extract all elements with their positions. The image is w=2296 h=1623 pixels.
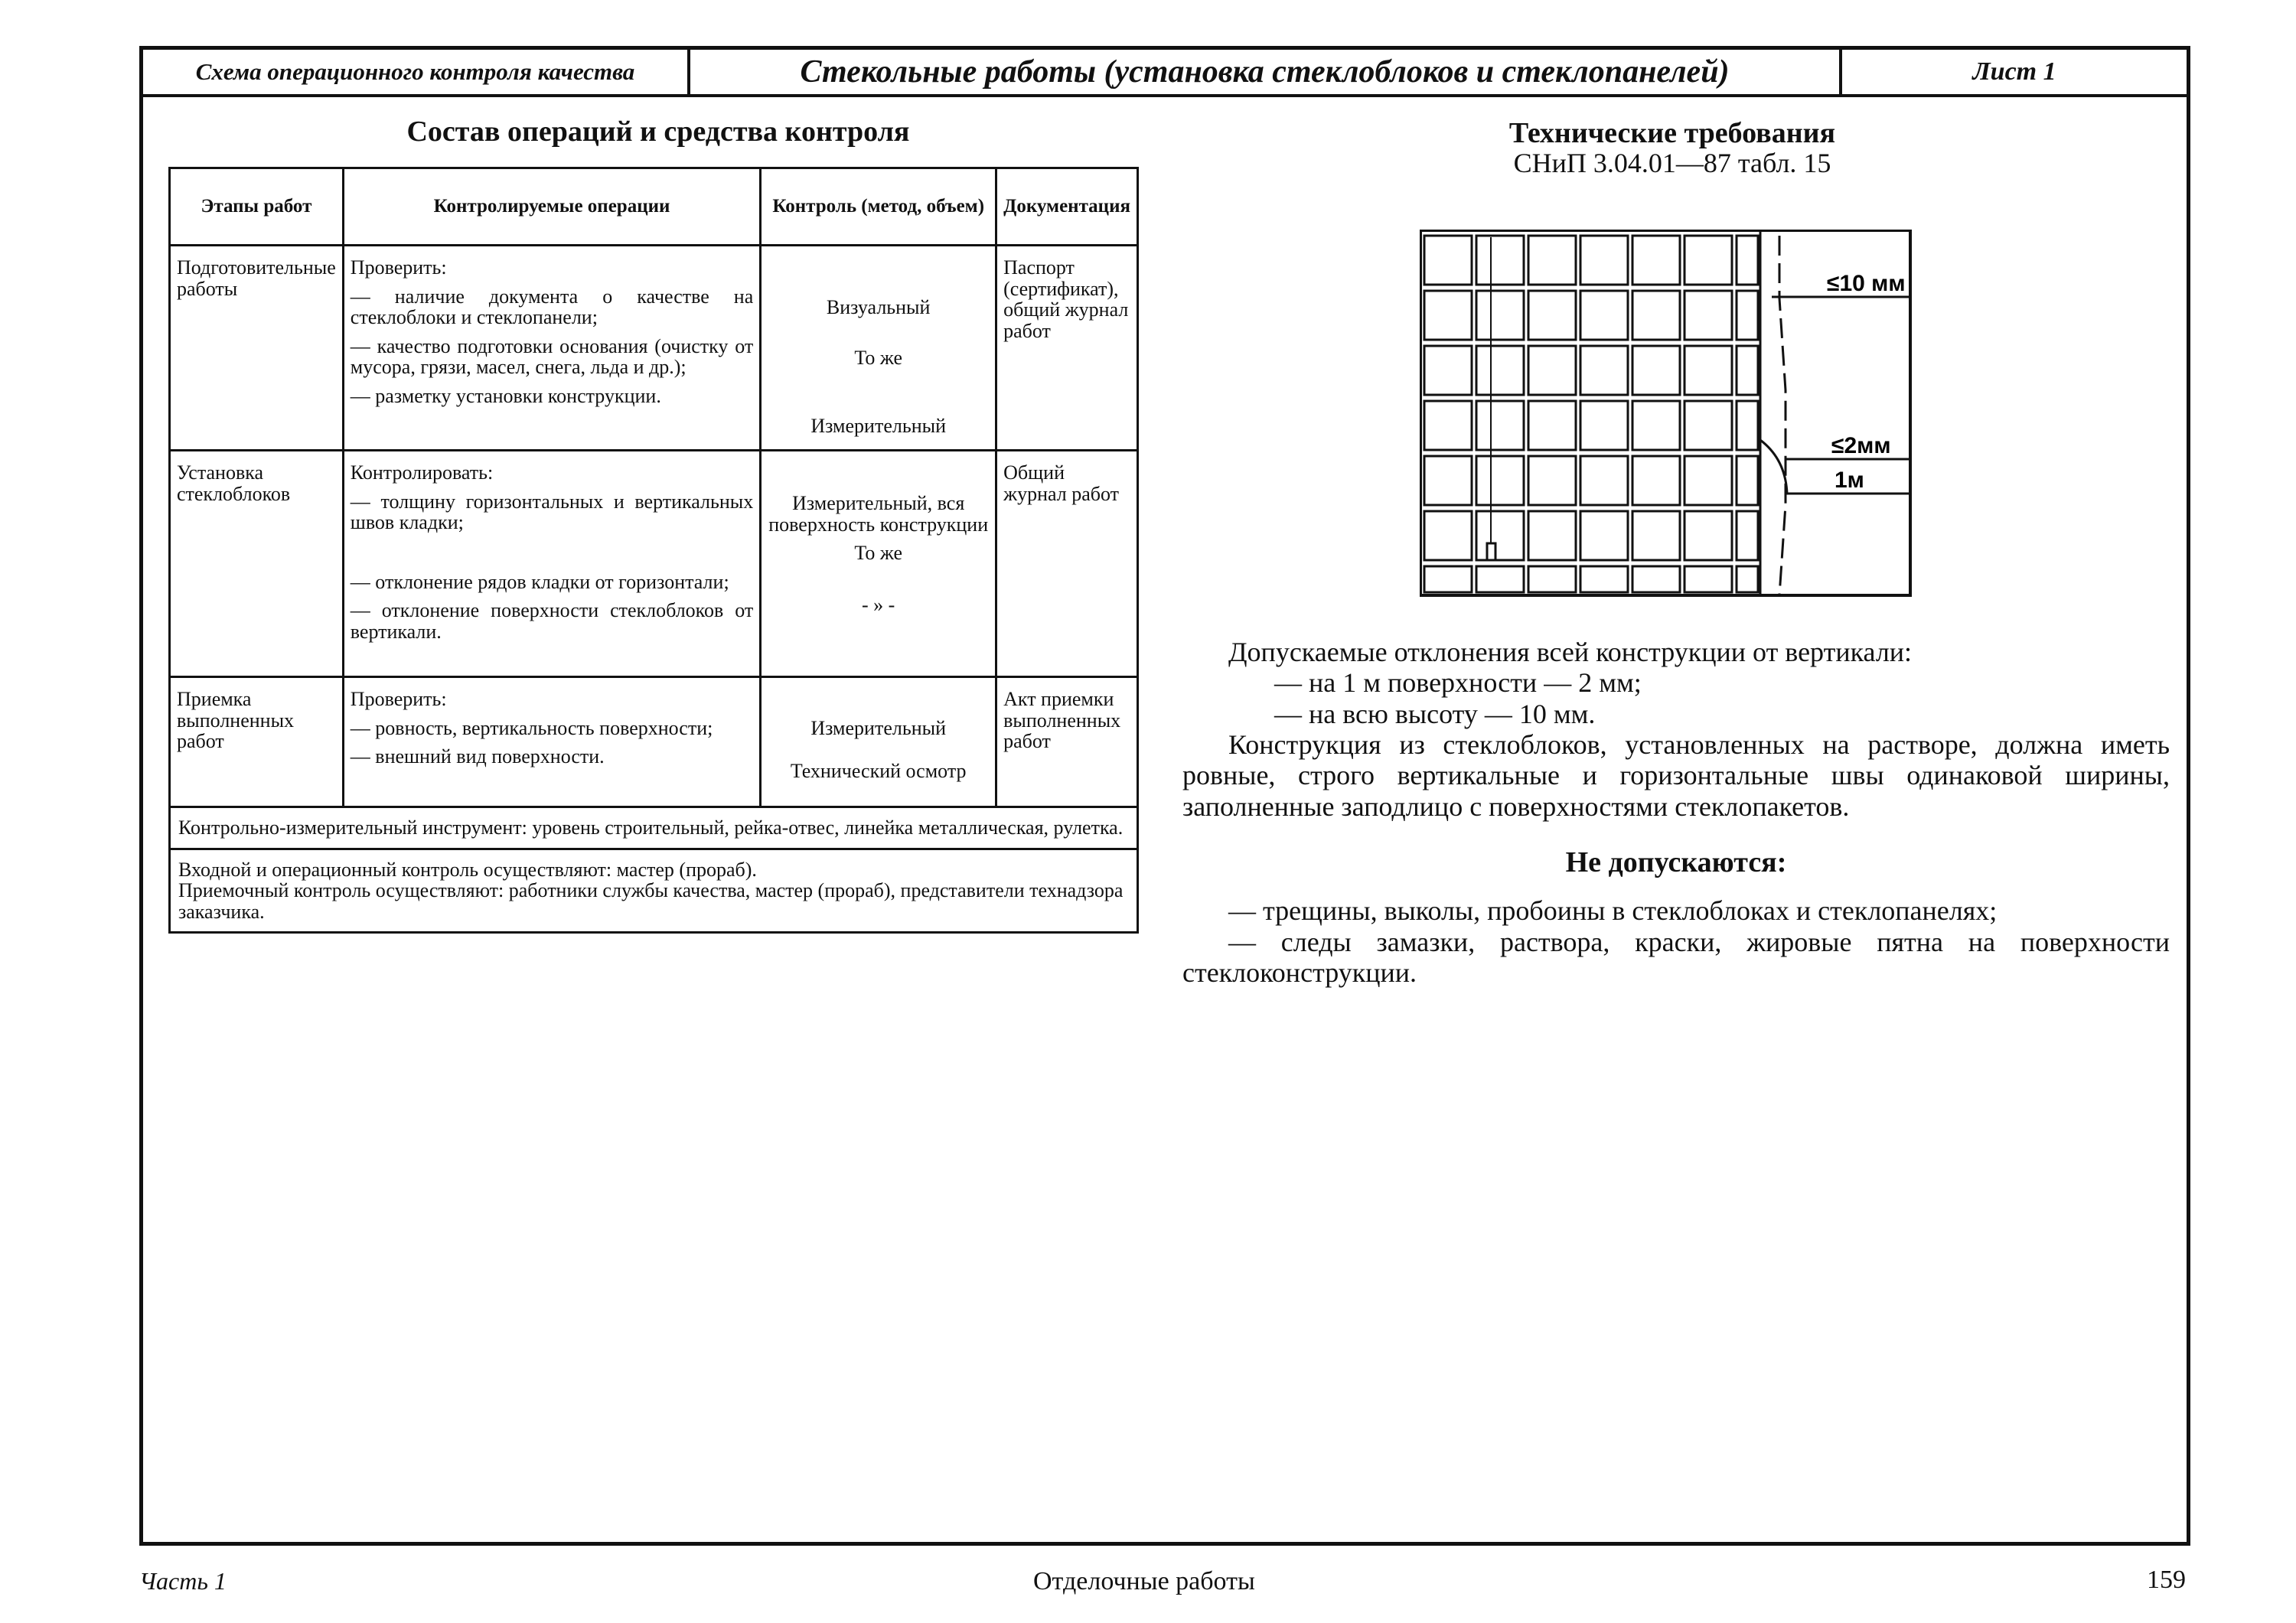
header-sheet-number: Лист 1 [1972,57,2056,86]
glass-block [1424,236,1472,285]
header-work-title: Стекольные работы (установка стеклоблоков и стеклопанелей) [690,50,1842,94]
glass-block-edge [1737,291,1758,340]
glass-block-edge [1737,346,1758,395]
operations-cell [343,246,760,451]
deviation-item: — на 1 м поверхности — 2 мм; [1274,667,1642,699]
glass-block [1632,456,1680,505]
glass-block-grid [1424,236,1758,592]
glass-block [1684,401,1732,450]
plumb-bob [1487,543,1495,560]
deviation-curve [1760,440,1787,494]
control-responsibility-cell [170,849,1138,933]
operation-item: — наличие документа о качестве на стеклоблоки и стеклопанели; [350,285,754,329]
glass-block [1632,291,1680,340]
glass-block [1632,236,1680,285]
glass-block [1476,346,1524,395]
glass-block [1580,511,1628,560]
operation-intro: Проверить: [350,688,447,710]
label-2mm: ≤2мм [1831,433,1891,458]
instrument-note: Контрольно-измерительный инструмент: уровень строительный, рейка-отвес, линейка металлическая, рулетка. [170,807,1138,849]
operation-item: — ровность, вертикальность поверхности; [350,716,713,739]
operation-item: — толщину горизонтальных и вертикальных швов кладки; [350,490,754,534]
control-note-acceptance: Приемочный контроль осуществляют: работники службы качества, мастер (прораб), представители технадзора заказчика. [178,879,1124,923]
glass-block [1528,346,1576,395]
glass-block [1684,511,1732,560]
glass-block [1632,346,1680,395]
stage-cell: Подготовительные работы [170,246,344,451]
requirements-title: Технические требования [1508,117,1836,149]
glass-block [1684,236,1732,285]
glass-block [1528,291,1576,340]
glass-block-edge [1737,236,1758,285]
documentation-cell: Паспорт (сертификат), общий журнал работ [996,246,1138,451]
glass-block [1476,401,1524,450]
glass-block [1424,511,1472,560]
not-allowed-title: Не допускаются: [1565,846,1787,878]
glass-block [1424,401,1472,450]
sheet-header [143,50,2187,97]
label-1m: 1м [1835,468,1864,493]
glass-block [1580,566,1628,592]
operations-section-title: Состав операций и средства контроля [406,116,910,148]
stage-cell: Установка стеклоблоков [170,451,344,677]
construction-requirement: Конструкция из стеклоблоков, установленных на растворе, должна иметь ровные, строго вертикальные и горизонтальные швы одинаковой ширины, заполненные заподлицо с поверхностями стеклопакетов. [1182,728,2170,822]
footer-part: Часть 1 [139,1567,227,1595]
column-header-stages: Этапы работ [170,168,344,246]
operations-cell [343,451,760,677]
control-method: То же [854,542,902,565]
glass-block [1684,291,1732,340]
control-method: То же [854,346,902,369]
operation-intro: Контролировать: [350,461,494,484]
operation-item: — отклонение поверхности стеклоблоков от вертикали. [350,599,754,643]
operations-table [168,167,1139,934]
operation-item: — качество подготовки основания (очистку от мусора, грязи, масел, снега, льда и др.); [350,334,754,379]
glass-block [1632,511,1680,560]
glass-block [1528,566,1576,592]
control-cell [761,677,996,807]
glass-block [1424,566,1472,592]
glass-block [1684,456,1732,505]
column-header-documentation: Документация [996,168,1138,246]
glass-block [1424,346,1472,395]
glass-block-edge [1737,456,1758,505]
glass-block [1424,456,1472,505]
operation-item: — отклонение рядов кладки от горизонтали; [350,570,729,593]
page-number: 159 [2147,1566,2186,1594]
header-scheme-label: Схема операционного контроля качества [143,50,690,94]
column-header-operations: Контролируемые операции [343,168,760,246]
control-cell [761,246,996,451]
control-method: Измерительный [810,415,946,438]
footer-section: Отделочные работы [1033,1567,1255,1595]
glass-block [1580,291,1628,340]
table-row [170,246,1138,451]
operation-intro: Проверить: [350,256,447,279]
instrument-row [170,807,1138,849]
glass-block-wall-diagram [1420,230,1955,612]
glass-block [1424,291,1472,340]
documentation-cell: Акт приемки выполненных работ [996,677,1138,807]
glass-block [1528,511,1576,560]
control-method: Технический осмотр [790,759,967,782]
glass-block [1632,401,1680,450]
table-row [170,451,1138,677]
glass-block [1580,346,1628,395]
glass-block [1476,236,1524,285]
deviations-intro: Допускаемые отклонения всей конструкции от вертикали: [1228,637,1913,667]
glass-block [1528,236,1576,285]
deviation-item: — на всю высоту — 10 мм. [1274,698,1596,729]
control-note-input: Входной и операционный контроль осуществляют: мастер (прораб). [178,858,757,881]
glass-block [1580,456,1628,505]
requirements-text [1182,637,2170,988]
requirements-standard: СНиП 3.04.01—87 табл. 15 [1513,147,1831,178]
operation-item: — внешний вид поверхности. [350,745,605,768]
column-header-control: Контроль (метод, объем) [761,168,996,246]
control-cell [761,451,996,677]
glass-block [1632,566,1680,592]
label-10mm: ≤10 мм [1827,271,1906,296]
stage-cell: Приемка выполненных работ [170,677,344,807]
plumb-line-dashed [1779,236,1786,595]
glass-block [1528,456,1576,505]
glass-block [1580,401,1628,450]
glass-block [1580,236,1628,285]
documentation-cell: Общий журнал работ [996,451,1138,677]
table-header-row [170,168,1138,246]
glass-block [1684,346,1732,395]
glass-block [1476,456,1524,505]
not-allowed-item: — трещины, выколы, пробоины в стеклоблоках и стеклопанелях; [1228,895,1998,927]
table-row [170,677,1138,807]
glass-block [1476,566,1524,592]
glass-block-edge [1737,511,1758,560]
glass-block-edge [1737,401,1758,450]
glass-block [1684,566,1732,592]
control-method: - » - [862,593,895,616]
operations-cell [343,677,760,807]
control-method: Визуальный [826,296,931,318]
control-responsibility-row [170,849,1138,933]
glass-block [1476,511,1524,560]
not-allowed-item: — следы замазки, раствора, краски, жировые пятна на поверхности стеклоконструкции. [1182,926,2170,989]
control-method: Измерительный [810,717,946,739]
glass-block-edge [1737,566,1758,592]
glass-block [1476,291,1524,340]
operation-item: — разметку установки конструкции. [350,384,661,407]
requirements-heading [1179,119,2166,178]
glass-block [1528,401,1576,450]
control-method: Измерительный, вся поверхность конструкции [768,492,989,536]
